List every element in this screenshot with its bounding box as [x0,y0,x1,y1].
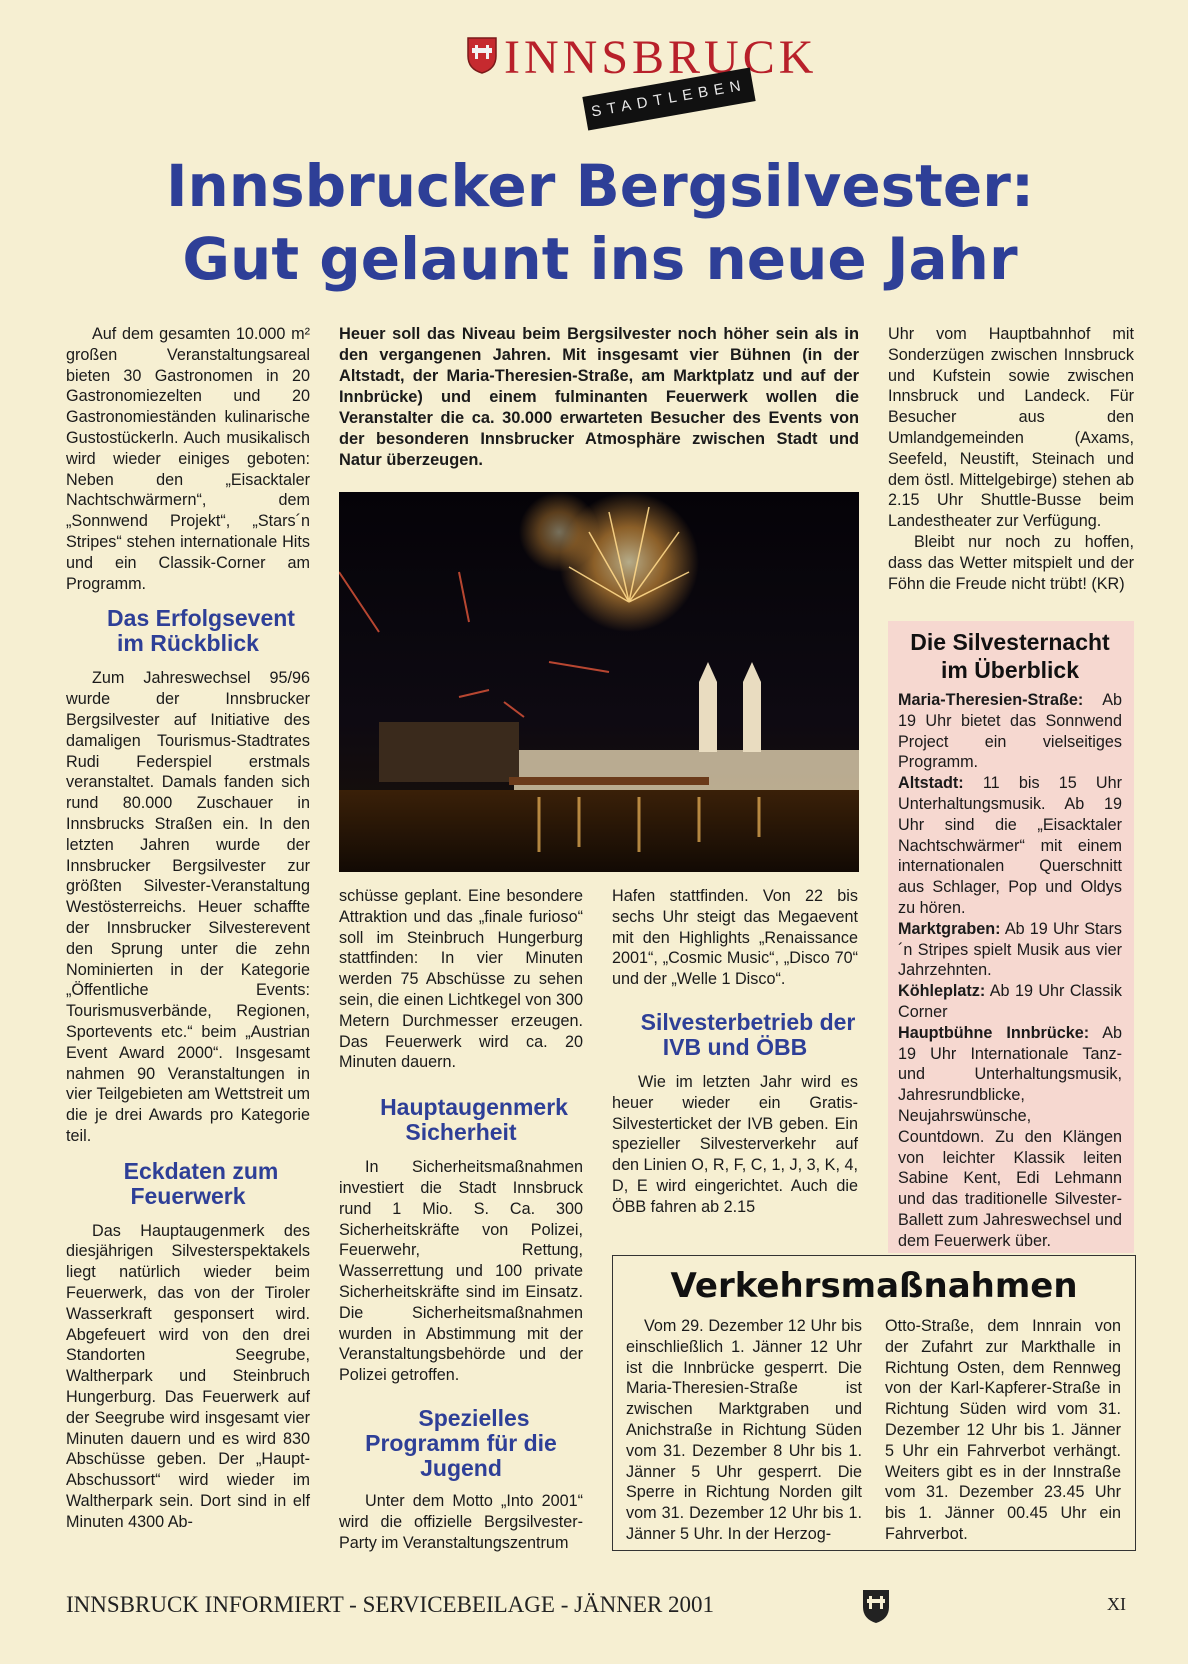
subheading-erfolgsevent: Das Erfolgsevent im Rückblick [107,605,295,657]
headline-line-2: Gut gelaunt ins neue Jahr [182,225,1018,293]
overview-item-label: Maria-Theresien-Straße: [898,691,1084,709]
brand-tagline: STADTLEBEN [582,67,755,130]
lead-paragraph: Heuer soll das Niveau beim Bergsilvester noch höher sein als in den vergangenen Jahren. Mit insgesamt vier Bühnen (in der Altstadt, der Maria-Theresien-Straße, am Marktplatz und auf der Innbrücke) und einem fulminanten Feuerwerk wollen die Veranstalter die ca. 30.000 erwarteten Besucher des Events von der besonderen Innsbrucker Atmosphäre zwischen Stadt und Natur überzeugen. [339,325,859,469]
overview-item-text: Ab 19 Uhr Stars´n Stripes spielt Musik aus vier Jahrzehnten. [898,919,1122,980]
city-crest-icon [466,36,498,74]
overview-item-text: Ab 19 Uhr Internationale Tanz- und Unterhaltungsmusik, Jahresrundblicke, Neujahrswünsche, Countdown. Zu den Klängen von leichter Klassik leiten Sabine Kent, Edi Lehmann und das traditionelle Silvester-Ballett zum Jahreswechsel und dem Feuerwerk über. [898,1023,1122,1250]
overview-item [898,1023,1122,1252]
masthead [466,30,818,121]
traffic-column-2 [885,1316,1121,1545]
traffic-column-1 [626,1316,862,1545]
page-title [120,150,1080,296]
subheading-ivb-oebb: Silvesterbetrieb der IVB und ÖBB [640,1008,856,1060]
overview-item [898,690,1122,773]
overview-item-text: Ab 19 Uhr bietet das Sonnwend Project ein vielseitiges Programm. [898,691,1122,772]
subheading-jugend: Spezielles Programm für die Jugend [365,1404,557,1481]
overview-item-label: Köhleplatz: [898,982,986,1001]
overview-item-text: 11 bis 15 Uhr Unterhaltungsmusik. Ab 19 Uhr sind die „Eisacktaler Nachtschwärmer“ mit einem internationalen Querschnitt aus Schlager, Pop und Oldys zu hören. [898,774,1123,917]
overview-item [898,981,1122,1023]
city-crest-icon [861,1588,891,1624]
page-number: XI [1107,1594,1126,1614]
paragraph-hafen: Hafen stattfinden. Von 22 bis sechs Uhr steigt das Megaevent mit den Highlights „Renaissance 2001“, „Cosmic Music“, „Disco 70“ und der „Welle 1 Disco“. [612,887,858,989]
subheading-eckdaten: Eckdaten zum Feuerwerk [123,1157,279,1209]
overview-box [888,621,1134,1253]
overview-item-label: Marktgraben: [898,919,1001,938]
paragraph-feuerwerk: Das Hauptaugenmerk des diesjährigen Silvesterspektakels liegt natürlich wieder beim Feuerwerk, das von der Tiroler Wasserkraft gesponsert wird. Abgefeuert wird von den drei Standorten Seegrube, Waltherpark und Steinbruch Hungerburg. Das Feuerwerk auf der Seegrube wird insgesamt vier Minuten dauern und es wird 830 Abschüsse geben. Der „Haupt-Abschussort“ wird wieder im Waltherpark sein. Dort sind in elf Minuten 4300 Ab- [66,1221,310,1531]
traffic-box [612,1255,1136,1551]
intro-paragraph: Auf dem gesamten 10.000 m² großen Veranstaltungsareal bieten 30 Gastronomen in 20 Gastronomiezelten und 20 Gastronomieständen kulinarische Gustostückerln. Auch musikalisch wird wieder einiges geboten: Neben den „Eisacktaler Nachtschwärmern“, dem „Sonnwend Projekt“, „Stars´n Stripes“ stehen internationale Hits und ein Classik-Corner am Programm. [66,325,310,593]
headline-line-1: Innsbrucker Bergsilvester: [165,152,1035,220]
paragraph-rueckblick: Zum Jahreswechsel 95/96 wurde der Innsbrucker Bergsilvester auf Initiative des damaligen Tourismus-Stadtrates Rudi Federspiel erstmals veranstaltet. Damals fanden sich rund 80.000 Zuschauer in Innsbrucks Straßen ein. In den letzten Jahren wurde der Innsbrucker Bergsilvester zur größten Silvester-Veranstaltung Westösterreichs. Heuer schaffte der Innsbrucker Silvesterevent den Sprung unter die zehn Nominierten in der Kategorie „Öffentliche Events: Tourismusverbände, Regionen, Sportevents etc.“ beim „Austrian Event Award 2000“. Insgesamt nahmen 90 Veranstaltungen in vier Teilgebieten am Wettstreit um die je drei Awards pro Kategorie teil. [66,669,310,1145]
article-column-4 [888,324,1134,594]
footer-text: INNSBRUCK INFORMIERT - SERVICEBEILAGE - JÄNNER 2001 [66,1592,715,1617]
article-column-2 [339,886,583,1553]
subheading-sicherheit: Hauptaugenmerk Sicherheit [380,1094,568,1146]
paragraph-sicherheit: In Sicherheitsmaßnahmen investiert die Stadt Innsbruck rund 1 Mio. S. Ca. 300 Sicherheitskräfte von Polizei, Feuerwehr, Rettung, Wasserrettung und 100 private Sicherheitskräfte sind im Einsatz. Die Sicherheitsmaßnahmen wurden in Abstimmung mit der Veranstaltungsbehörde und der Polizei getroffen. [339,1158,583,1385]
fireworks-photo [339,492,859,872]
overview-title: Die Silvesternacht im Überblick [910,629,1110,683]
article-column-1 [66,324,310,1533]
traffic-paragraph-1: Vom 29. Dezember 12 Uhr bis einschließlich 1. Jänner 12 Uhr ist die Innbrücke gesperrt. Die Maria-Theresien-Straße ist zwischen Marktgraben und Anichstraße in Richtung Süden vom 31. Dezember 8 Uhr bis 1. Jänner 5 Uhr gesperrt. Die Sperre in Richtung Norden gilt vom 31. Dezember 12 Uhr bis 1. Jänner 5 Uhr. In der Herzog- [626,1317,862,1543]
overview-item [898,773,1122,919]
page-footer [66,1592,1126,1622]
traffic-title: Verkehrsmaßnahmen [670,1266,1078,1306]
traffic-paragraph-2: Otto-Straße, dem Innrain von der Zufahrt zur Markthalle in Richtung Osten, dem Rennweg von der Karl-Kapferer-Straße in Richtung Süden wird vom 31. Dezember 12 Uhr bis 1. Jänner 5 Uhr ein Fahrverbot verhängt. Weiters gibt es in der Innstraße vom 31. Dezember 23.45 Uhr bis 1. Jänner 00.45 Uhr ein Fahrverbot. [885,1317,1121,1543]
paragraph-ivb-oebb: Wie im letzten Jahr wird es heuer wieder ein Gratis-Silvesterticket der IVB geben. Ein spezieller Silvesterverkehr auf den Linien O, R, F, C, 1, J, 3, K, 4, D, E wird eingerichtet. Auch die ÖBB fahren ab 2.15 [612,1072,858,1216]
overview-item-label: Hauptbühne Innbrücke: [898,1023,1090,1042]
paragraph-jugend: Unter dem Motto „Into 2001“ wird die offizielle Bergsilvester-Party im Veranstaltungszentrum [339,1491,583,1552]
brand-name: INNSBRUCK [504,31,818,84]
overview-item-text: Ab 19 Uhr Classik Corner [898,982,1122,1021]
paragraph-wetter: Bleibt nur noch zu hoffen, dass das Wetter mitspielt und der Föhn die Freude nicht trübt! (KR) [888,532,1134,593]
paragraph-sonderzuege: Uhr vom Hauptbahnhof mit Sonderzügen zwischen Innsbruck und Kufstein sowie zwischen Innsbruck und Landeck. Für Besucher aus den Umlandgemeinden (Axams, Seefeld, Neustift, Steinach und dem östl. Mittelgebirge) stehen ab 2.15 Uhr Shuttle-Busse beim Landestheater zur Verfügung. [888,325,1134,531]
overview-item [898,919,1122,981]
paragraph-finale: schüsse geplant. Eine besondere Attraktion und das „finale furioso“ soll im Steinbruch Hungerburg stattfinden: In vier Minuten werden 75 Abschüsse zu sehen sein, die einen Lichtkegel von 300 Metern Durchmesser erzeugen. Das Feuerwerk wird ca. 20 Minuten dauern. [339,887,583,1072]
overview-item-label: Altstadt: [898,774,964,793]
article-column-3 [612,886,858,1218]
